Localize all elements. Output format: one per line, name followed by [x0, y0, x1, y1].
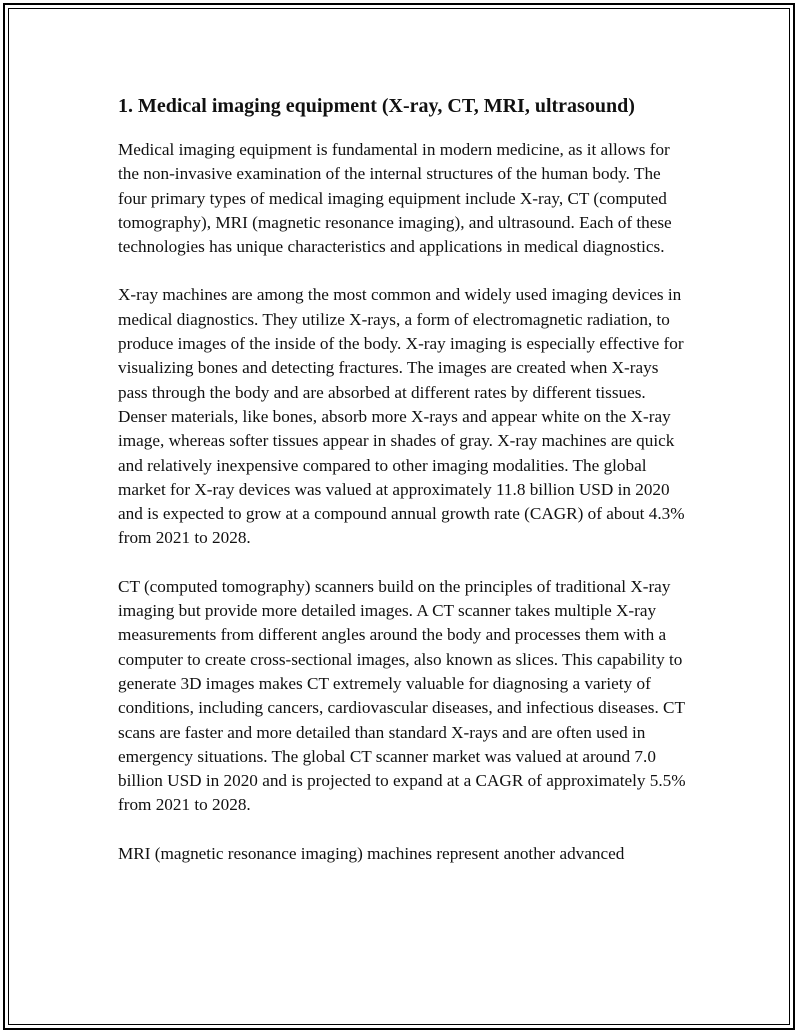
- paragraph-mri: MRI (magnetic resonance imaging) machines represent another advanced: [118, 843, 625, 863]
- section-title: 1. Medical imaging equipment (X-ray, CT, MRI, ultrasound): [118, 95, 635, 117]
- paragraph-ct: CT (computed tomography) scanners build on the principles of traditional X-ray imaging but provide more detailed images. A CT scanner takes multiple X-ray measurements from different angles around the body and processes them with a computer to create cross-sectional images, also known as slices. This capability to generate 3D images makes CT extremely valuable for diagnosing a variety of conditions, including cancers, cardiovascular diseases, and infectious diseases. CT scans are faster and more detailed than standard X-rays and are often used in emergency situations. The global CT scanner market was valued at around 7.0 billion USD in 2020 and is projected to expand at a CAGR of approximately 5.5% from 2021 to 2028.: [118, 576, 686, 815]
- paragraph-intro: Medical imaging equipment is fundamental in modern medicine, as it allows for the non-invasive examination of the internal structures of the human body. The four primary types of medical imaging equipment include X-ray, CT (computed tomography), MRI (magnetic resonance imaging), and ultrasound. Each of these technologies has unique characteristics and applications in medical diagnostics.: [118, 140, 672, 257]
- document-page: [118, 92, 688, 890]
- paragraph-xray: X-ray machines are among the most common and widely used imaging devices in medical diagnostics. They utilize X-rays, a form of electromagnetic radiation, to produce images of the inside of the body. X-ray imaging is especially effective for visualizing bones and detecting fractures. The images are created when X-rays pass through the body and are absorbed at different rates by different tissues. Denser materials, like bones, absorb more X-rays and appear white on the X-ray image, whereas softer tissues appear in shades of gray. X-ray machines are quick and relatively inexpensive compared to other imaging modalities. The global market for X-ray devices was valued at approximately 11.8 billion USD in 2020 and is expected to grow at a compound annual growth rate (CAGR) of about 4.3% from 2021 to 2028.: [118, 285, 685, 548]
